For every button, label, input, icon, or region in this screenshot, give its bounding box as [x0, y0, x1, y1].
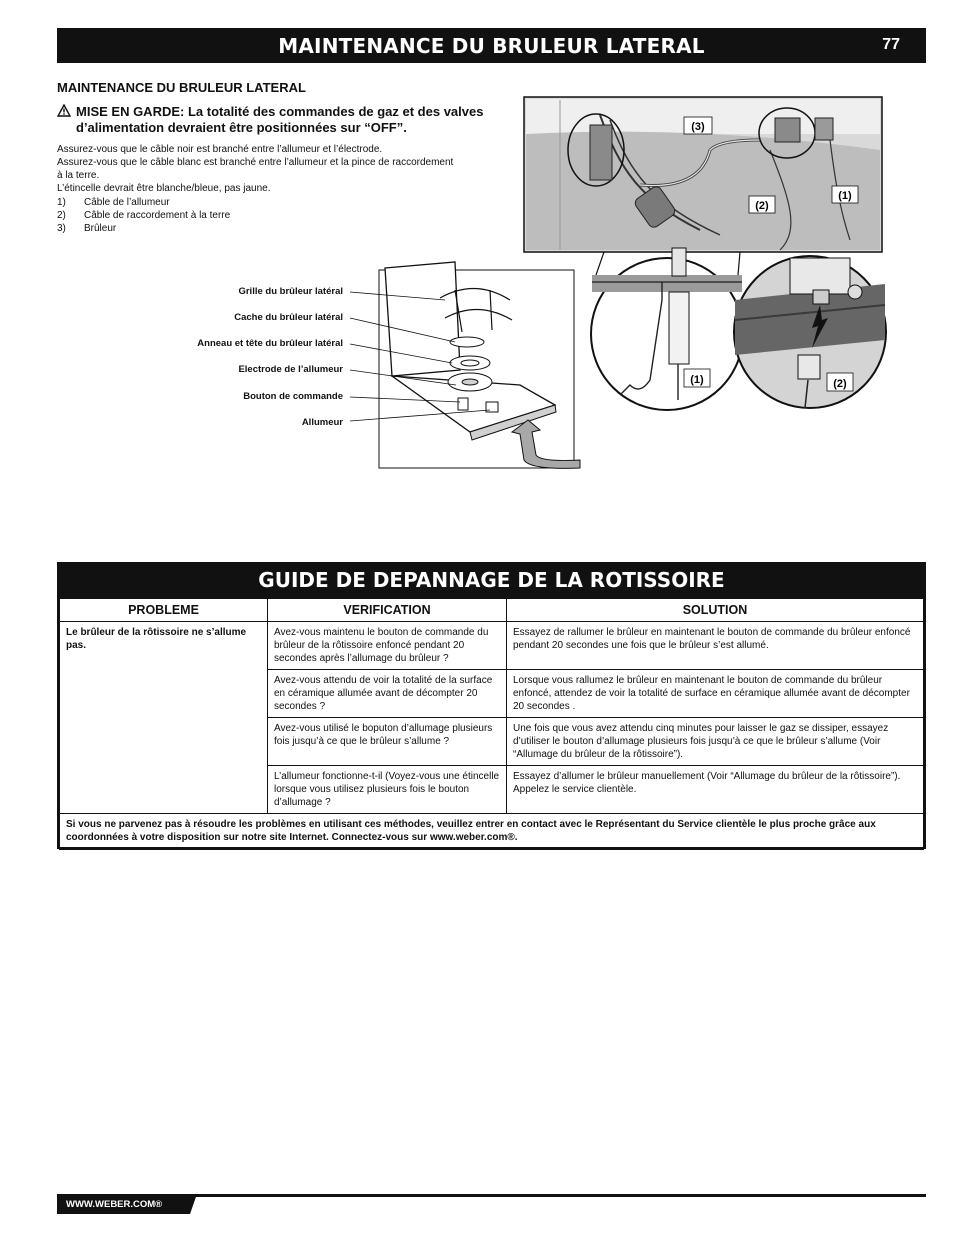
figure-label: Grille du brûleur latéral	[238, 286, 343, 297]
table-row	[60, 622, 924, 670]
instruction-paragraph: Assurez-vous que le câble blanc est branché entre l’allumeur et la pince de raccordement à la terre.	[57, 157, 454, 181]
column-header: PROBLEME	[60, 599, 268, 622]
figure-label: Allumeur	[301, 417, 343, 428]
side-burner-diagram	[350, 262, 580, 468]
footer-tag	[57, 1194, 197, 1214]
list-item: 3) Brûleur	[57, 223, 117, 234]
figure-label: Bouton de commande	[243, 391, 343, 402]
column-header: SOLUTION	[507, 599, 924, 622]
solution-cell: Une fois que vous avez attendu cinq minutes pour laisser le gaz se dissiper, essayez d’utiliser le bouton d’allumage plusieurs fois jusqu’à ce que le brûleur s’allume (Voir “Allumage du brûleur de la rôtissoire”).	[507, 718, 924, 766]
footer-note: Si vous ne parvenez pas à résoudre les problèmes en utilisant ces méthodes, veuillez entrer en contact avec le Représentant du Service clientèle le plus proche grâce aux coordonnées à votre disposition sur notre site Internet. Connectez-vous sur www.weber.com®.	[60, 814, 924, 850]
verification-cell: L’allumeur fonctionne-t-il (Voyez-vous une étincelle lorsque vous utilisez plusieurs fois le bouton d’allumage ?	[268, 766, 507, 814]
troubleshooting-table	[57, 598, 926, 849]
side-burner-illustration	[0, 0, 954, 560]
detail-circle-ground-clip	[734, 256, 886, 408]
detail-callout-2: (2)	[833, 378, 847, 390]
figure-label: Cache du brûleur latéral	[234, 312, 343, 323]
troubleshooting-banner	[57, 562, 926, 598]
instruction-paragraph: Assurez-vous que le câble noir est branché entre l’allumeur et l’électrode.	[57, 144, 383, 155]
verification-cell: Avez-vous utilisé le boputon d’allumage plusieurs fois jusqu’à ce que le brûleur s’allume ?	[268, 718, 507, 766]
detail-circle-electrode	[591, 248, 743, 410]
list-item: 2) Câble de raccordement à la terre	[57, 210, 231, 221]
figure-label: Anneau et tête du brûleur latéral	[197, 338, 343, 349]
instruction-paragraph: L’étincelle devrait être blanche/bleue, pas jaune.	[57, 183, 271, 194]
warning-text: MISE EN GARDE: La totalité des commandes de gaz et des valves d’alimentation devraient être positionnées sur “OFF”.	[76, 104, 484, 135]
callout-1: (1)	[838, 190, 852, 202]
column-header: VERIFICATION	[268, 599, 507, 622]
page-number: 77	[882, 36, 900, 53]
table-footer-row	[60, 814, 924, 850]
table-header-row	[60, 599, 924, 622]
detail-callout-1: (1)	[690, 374, 704, 386]
callout-2: (2)	[755, 200, 769, 212]
verification-cell: Avez-vous attendu de voir la totalité de la surface en céramique allumée avant de décompter 20 secondes ?	[268, 670, 507, 718]
solution-cell: Essayez d’allumer le brûleur manuellement (Voir “Allumage du brûleur de la rôtissoire”). Appelez le service clientèle.	[507, 766, 924, 814]
ignition-wiring-photo	[524, 97, 882, 252]
solution-cell: Lorsque vous rallumez le brûleur en maintenant le bouton de commande du brûleur enfoncé, attendez de voir la totalité de surface en céramique allumée avant de décompter 20 secondes .	[507, 670, 924, 718]
footer-site: WWW.WEBER.COM®	[66, 1199, 163, 1210]
problem-cell: Le brûleur de la rôtissoire ne s’allume pas.	[60, 622, 268, 814]
verification-cell: Avez-vous maintenu le bouton de commande du brûleur de la rôtissoire enfoncé pendant 20 secondes après l’allumage du brûleur ?	[268, 622, 507, 670]
page-title: MAINTENANCE DU BRULEUR LATERAL	[278, 34, 705, 58]
list-item: 1) Câble de l’allumeur	[57, 197, 170, 208]
callout-3: (3)	[691, 121, 705, 133]
section-heading: MAINTENANCE DU BRULEUR LATERAL	[57, 80, 306, 95]
solution-cell: Essayez de rallumer le brûleur en maintenant le bouton de commande du brûleur enfoncé pendant 20 secondes une fois que le brûleur s’est allumé.	[507, 622, 924, 670]
figure-label: Electrode de l’allumeur	[238, 364, 343, 375]
troubleshooting-title: GUIDE DE DEPANNAGE DE LA ROTISSOIRE	[258, 568, 725, 592]
